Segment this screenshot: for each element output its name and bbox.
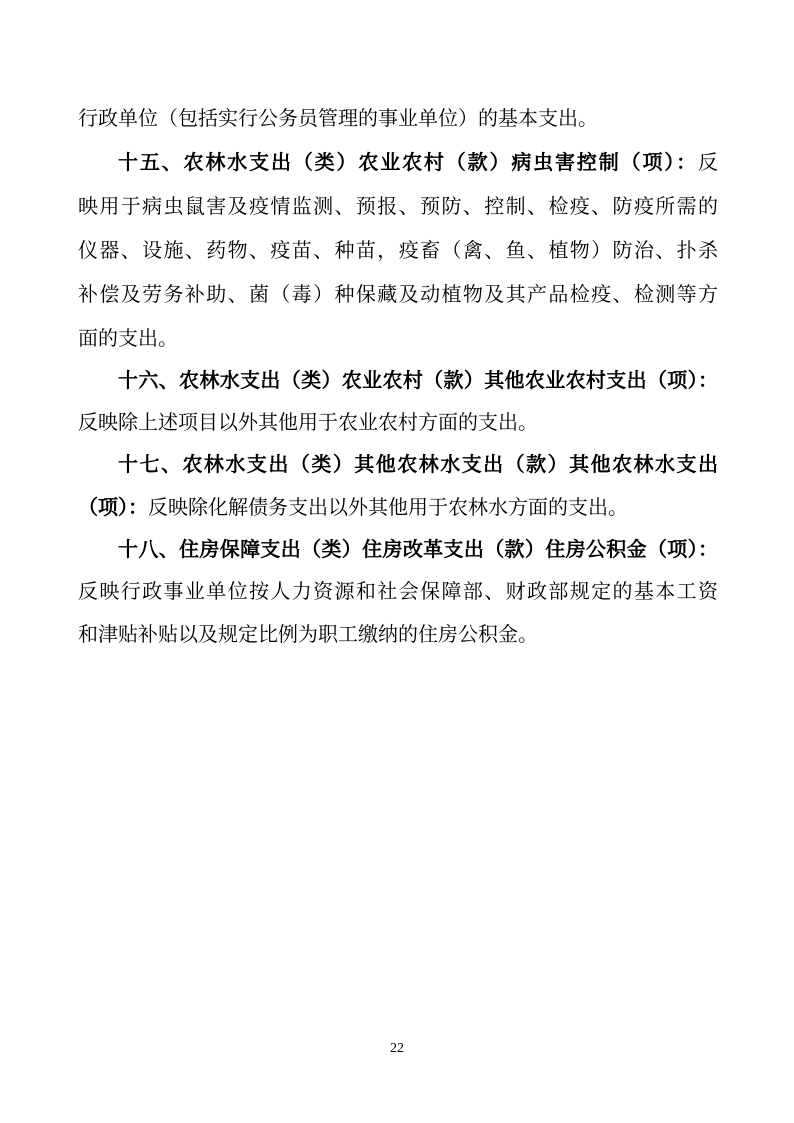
section-18-line: 反映行政事业单位按人力资源和社会保障部、财政部规定的基本工资 <box>78 579 718 603</box>
section-15-line: 仪器、设施、药物、疫苗、种苗，疫畜（禽、鱼、植物）防治、扑杀 <box>78 238 718 262</box>
section-17-heading-line <box>118 450 718 478</box>
paragraph-continuation: 行政单位（包括实行公务员管理的事业单位）的基本支出。 <box>78 106 598 130</box>
section-15-heading: 十五、农林水支出（类）农业农村（款）病虫害控制（项）： <box>118 150 698 174</box>
section-17-heading-end: （项）： <box>78 495 148 519</box>
section-15-line: 映用于病虫鼠害及疫情监测、预报、预防、控制、检疫、防疫所需的 <box>78 194 718 218</box>
section-16-line: 反映除上述项目以外其他用于农业农村方面的支出。 <box>78 410 538 434</box>
section-18-heading: 十八、住房保障支出（类）住房改革支出（款）住房公积金（项）： <box>118 537 718 561</box>
section-18-heading-line <box>118 535 718 563</box>
section-15-first-line <box>118 148 718 176</box>
section-17-heading: 十七、农林水支出（类）其他农林水支出（款）其他农林水支出 <box>118 452 718 476</box>
section-15-text: 反 <box>698 150 718 174</box>
section-15-line: 补偿及劳务补助、菌（毒）种保藏及动植物及其产品检疫、检测等方 <box>78 282 718 306</box>
section-17-line <box>78 493 718 521</box>
section-18-line: 和津贴补贴以及规定比例为职工缴纳的住房公积金。 <box>78 622 538 646</box>
section-17-text: 反映除化解债务支出以外其他用于农林水方面的支出。 <box>148 495 628 519</box>
page-number: 22 <box>390 1041 404 1056</box>
section-16-heading: 十六、农林水支出（类）农业农村（款）其他农业农村支出（项）： <box>118 368 718 392</box>
section-16-heading-line <box>118 366 718 394</box>
section-15-line: 面的支出。 <box>78 326 178 350</box>
